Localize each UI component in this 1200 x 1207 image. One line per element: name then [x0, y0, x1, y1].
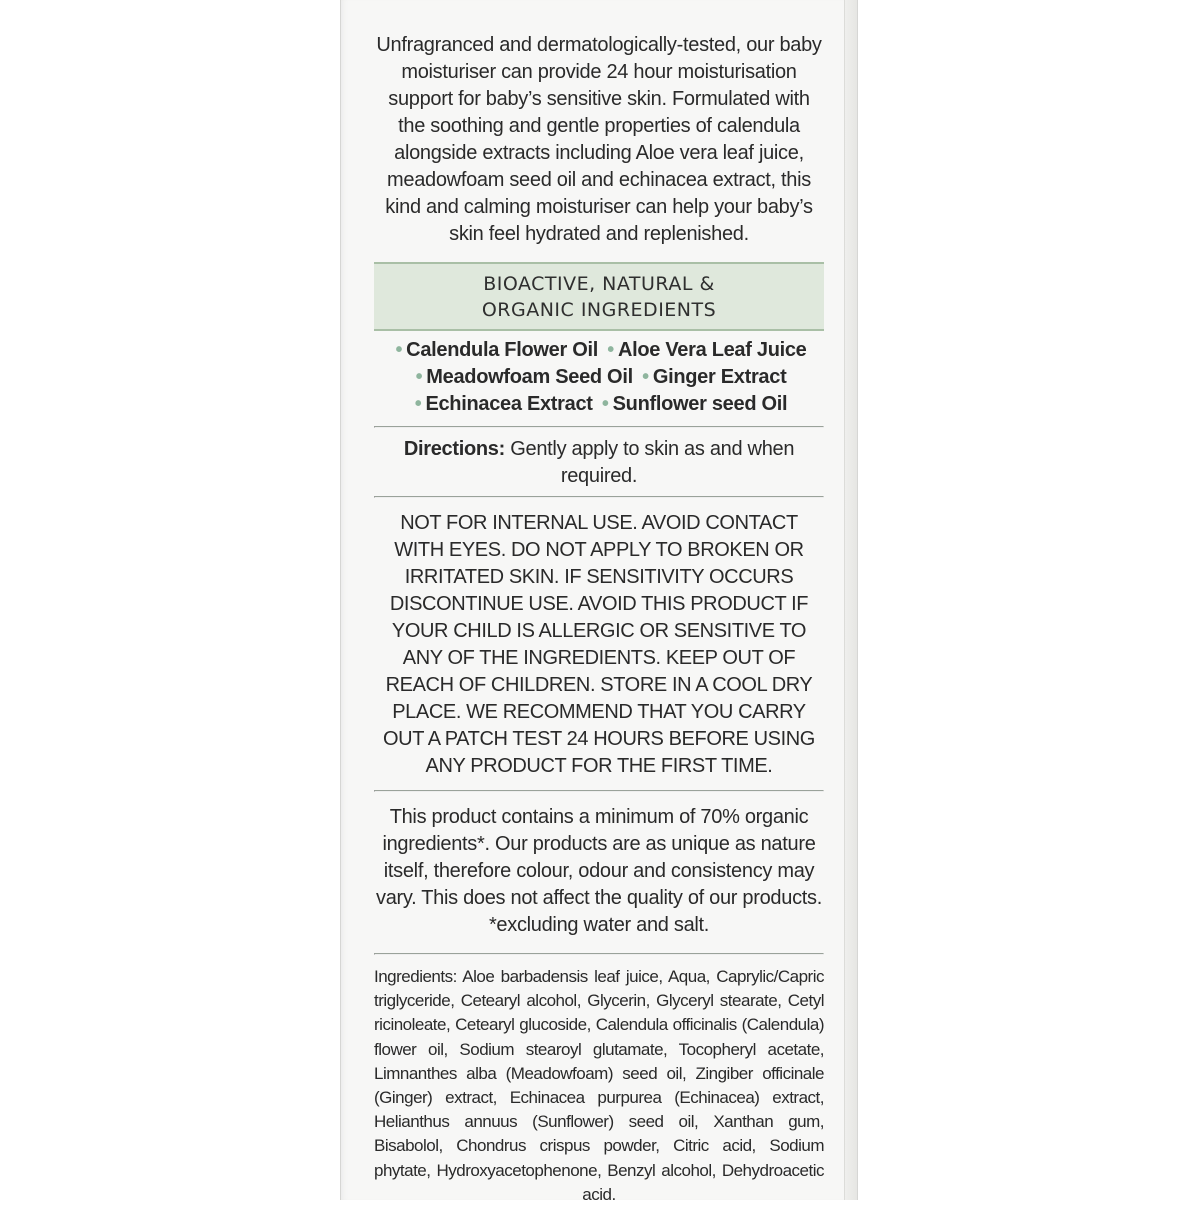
product-description: Unfragranced and dermatologically-tested, our baby moisturiser can provide 24 hour moisturisation support for baby’s sensitive skin. Formulated with the soothing and gentle properties of calendula alongside extracts including Aloe vera leaf juice, meadowfoam seed oil and echinacea extract, this kind and calming moisturiser can help your baby’s skin feel hydrated and replenished. [376, 34, 822, 245]
directions-text: Gently apply to skin as and when required. [510, 438, 795, 487]
organic-statement [374, 792, 824, 953]
bullet-icon: • [415, 366, 423, 388]
bullet-icon: • [607, 339, 614, 361]
bullet-icon: • [395, 339, 403, 361]
ingredients-heading-band [374, 262, 824, 331]
bullet-icon: • [642, 366, 649, 388]
bullet-icon: • [414, 393, 422, 415]
ingredients-heading-line-1: BIOACTIVE, NATURAL & [483, 273, 715, 295]
panel-fold-edge [844, 0, 857, 1200]
key-ingredient: Aloe Vera Leaf Juice [617, 339, 807, 361]
key-ingredients-row-3 [374, 391, 824, 418]
key-ingredient: Calendula Flower Oil [406, 339, 598, 361]
key-ingredient: Meadowfoam Seed Oil [426, 366, 633, 388]
warning-text: NOT FOR INTERNAL USE. AVOID CONTACT WITH EYES. DO NOT APPLY TO BROKEN OR IRRITATED SKIN. IF SENSITIVITY OCCURS DISCONTINUE USE. AVOID THIS PRODUCT IF YOUR CHILD IS ALLERGIC OR SENSITIVE TO ANY OF THE INGREDIENTS. KEEP OUT OF REACH OF CHILDREN. STORE IN A COOL DRY PLACE. WE RECOMMEND THAT YOU CARRY OUT A PATCH TEST 24 HOURS BEFORE USING ANY PRODUCT FOR THE FIRST TIME. [383, 512, 815, 777]
organic-text: This product contains a minimum of 70% organic ingredients*. Our products are as unique as nature itself, therefore colour, odour and consistency may vary. This does not affect the quality of our products. [376, 806, 822, 909]
key-ingredient: Sunflower seed Oil [612, 393, 788, 415]
organic-footnote: *excluding water and salt. [488, 914, 710, 936]
ingredients-heading-line-2: ORGANIC INGREDIENTS [481, 299, 717, 321]
directions-label: Directions: [403, 438, 505, 460]
full-ingredients-list: Ingredients: Aloe barbadensis leaf juice, Aqua, Caprylic/Capric triglyceride, Cetearyl alcohol, Glycerin, Glyceryl stearate, Cetyl ricinoleate, Cetearyl glucoside, Calendula officinalis (Calendula) flower oil, Sodium stearoyl glutamate, Tocopheryl acetate, Limnanthes alba (Meadowfoam) seed oil, Zingiber officinale (Ginger) extract, Echinacea purpurea (Echinacea) extract, Helianthus annuus (Sunflower) seed oil, Xanthan gum, Bisabolol, Chondrus crispus powder, Citric acid, Sodium phytate, Hydroxyacetophenone, Benzyl alcohol, Dehydroacetic acid. [374, 967, 824, 1204]
bullet-icon: • [601, 393, 609, 415]
directions [374, 428, 824, 496]
label-content [374, 32, 824, 1207]
key-ingredients-row-2 [374, 364, 824, 391]
key-ingredients-row-1 [374, 337, 824, 364]
key-ingredient: Ginger Extract [652, 366, 787, 388]
key-ingredient: Echinacea Extract [425, 393, 593, 415]
key-ingredients-list [374, 331, 824, 426]
